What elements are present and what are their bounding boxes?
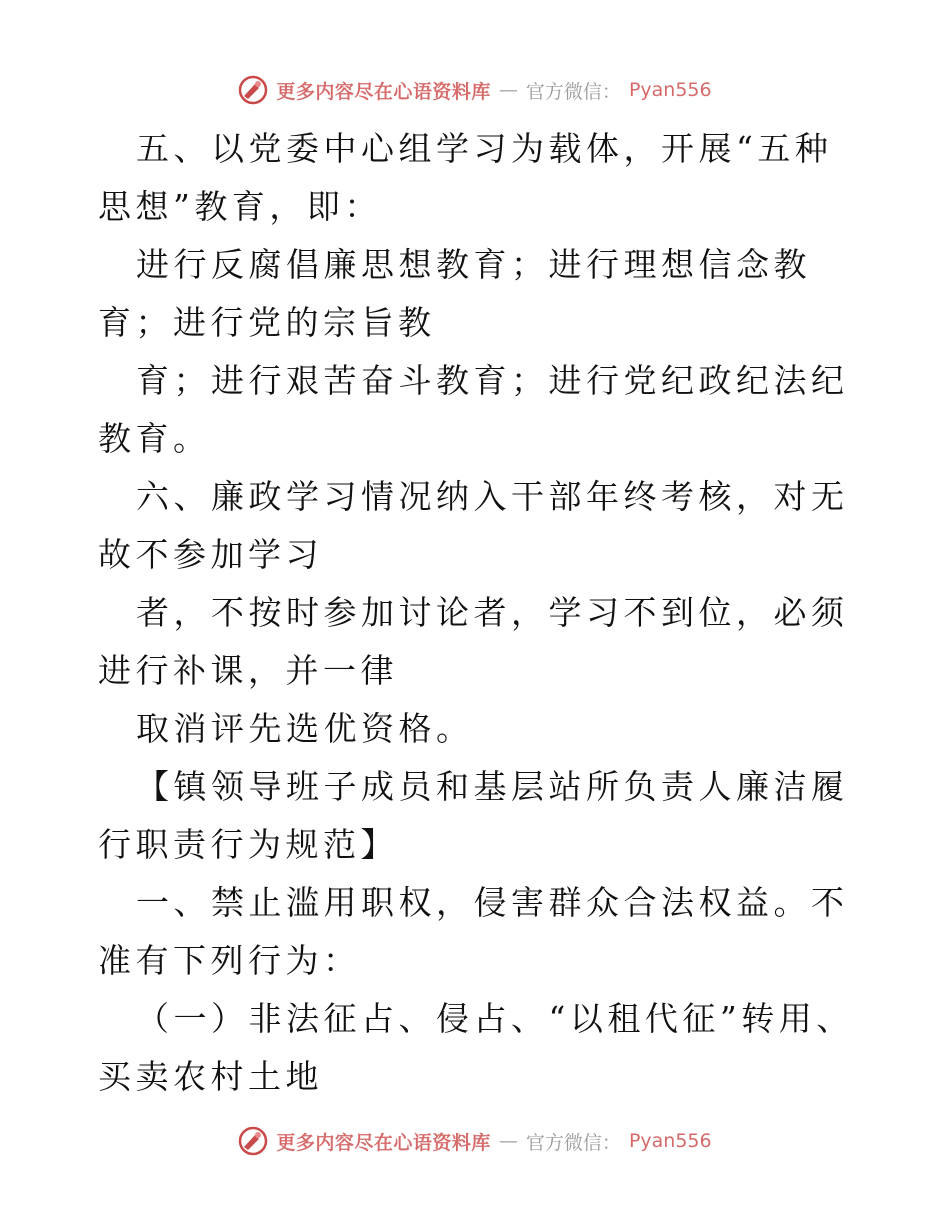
watermark-brand-text: 更多内容尽在心语资料库 [276, 80, 491, 103]
paragraph-4: 六、廉政学习情况纳入干部年终考核，对无故不参加学习 [98, 477, 849, 574]
paragraph-5: 者，不按时参加讨论者，学习不到位，必须进行补课，并一律 [98, 593, 849, 690]
paragraph-2: 进行反腐倡廉思想教育；进行理想信念教育；进行党的宗旨教 [98, 245, 811, 342]
watermark-header [0, 70, 950, 110]
document-body [98, 120, 858, 1106]
watermark-wechat-label: 官方微信： [525, 1131, 621, 1154]
paragraph-6: 取消评先选优资格。 [136, 709, 474, 748]
watermark-separator: — [498, 1130, 518, 1152]
watermark-wechat-id: Pyan556 [628, 1130, 712, 1152]
brand-logo-icon [238, 75, 268, 105]
watermark-separator: — [498, 79, 518, 101]
paragraph-1: 五、以党委中心组学习为载体，开展“五种思想”教育，即： [98, 129, 833, 226]
paragraph-9: （一）非法征占、侵占、“以租代征”转用、买卖农村土地 [98, 999, 854, 1096]
watermark-footer [0, 1121, 950, 1161]
paragraph-8: 一、禁止滥用职权，侵害群众合法权益。不准有下列行为： [98, 883, 849, 980]
paragraph-7-section-heading: 【镇领导班子成员和基层站所负责人廉洁履行职责行为规范】 [98, 767, 849, 864]
watermark-brand-text: 更多内容尽在心语资料库 [276, 1131, 491, 1154]
brand-logo-icon [238, 1126, 268, 1156]
watermark-wechat-id: Pyan556 [628, 79, 712, 101]
paragraph-3: 育；进行艰苦奋斗教育；进行党纪政纪法纪教育。 [98, 361, 849, 458]
watermark-wechat-label: 官方微信： [525, 80, 621, 103]
